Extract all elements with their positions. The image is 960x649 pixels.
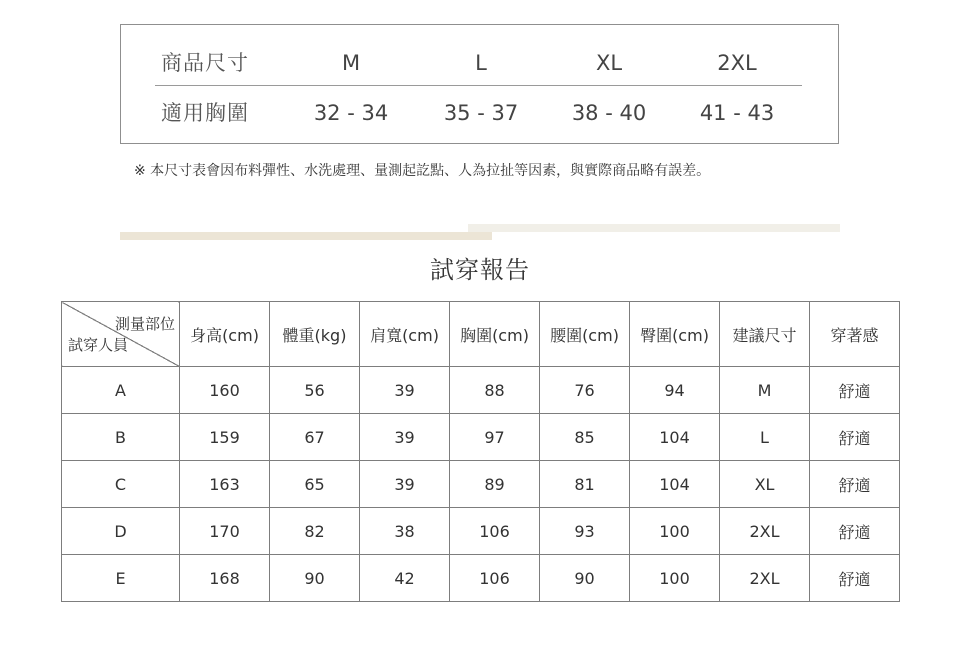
table-cell: 39 [360, 414, 450, 461]
size-row [121, 43, 838, 83]
report-title: 試穿報告 [430, 256, 530, 284]
table-cell: 100 [630, 508, 720, 555]
size-xl: XL [595, 51, 623, 75]
table-row [62, 461, 900, 508]
person-cell: C [62, 461, 180, 508]
table-cell: 88 [450, 367, 540, 414]
size-note: ※ 本尺寸表會因布料彈性、水洗處理、量測起訖點、人為拉扯等因素，與實際商品略有誤差。 [134, 163, 711, 179]
fitting-report-table [61, 301, 900, 602]
corner-top-label: 測量部位 [114, 315, 175, 333]
table-cell: 2XL [720, 508, 810, 555]
decorative-bar-left [120, 232, 492, 240]
size-m: M [341, 51, 361, 75]
table-row [62, 367, 900, 414]
table-cell: 67 [270, 414, 360, 461]
table-cell: 159 [180, 414, 270, 461]
table-cell: 97 [450, 414, 540, 461]
chest-range-l: 35 - 37 [443, 101, 519, 125]
table-cell: 舒適 [810, 367, 900, 414]
corner-header [62, 302, 180, 367]
person-cell: D [62, 508, 180, 555]
table-row [62, 555, 900, 602]
table-cell: 89 [450, 461, 540, 508]
column-header: 建議尺寸 [720, 302, 810, 367]
table-cell: 100 [630, 555, 720, 602]
decorative-bar-right [468, 224, 840, 232]
corner-bottom-label: 試穿人員 [68, 336, 129, 354]
column-header: 身高(cm) [180, 302, 270, 367]
table-cell: 106 [450, 508, 540, 555]
chest-range-xl: 38 - 40 [571, 101, 647, 125]
column-header: 胸圍(cm) [450, 302, 540, 367]
table-cell: 104 [630, 461, 720, 508]
table-cell: 82 [270, 508, 360, 555]
table-cell: 76 [540, 367, 630, 414]
table-row [62, 508, 900, 555]
table-cell: 94 [630, 367, 720, 414]
table-cell: 2XL [720, 555, 810, 602]
person-cell: A [62, 367, 180, 414]
table-header-row [62, 302, 900, 367]
table-cell: 39 [360, 367, 450, 414]
table-cell: 160 [180, 367, 270, 414]
table-cell: 168 [180, 555, 270, 602]
column-header: 肩寬(cm) [360, 302, 450, 367]
table-cell: 104 [630, 414, 720, 461]
size-2xl: 2XL [717, 51, 757, 75]
chest-range-2xl: 41 - 43 [699, 101, 775, 125]
table-cell: 65 [270, 461, 360, 508]
table-cell: 163 [180, 461, 270, 508]
table-cell: 舒適 [810, 555, 900, 602]
table-cell: 42 [360, 555, 450, 602]
table-cell: M [720, 367, 810, 414]
table-cell: 舒適 [810, 508, 900, 555]
column-header: 穿著感 [810, 302, 900, 367]
table-cell: 170 [180, 508, 270, 555]
size-l: L [475, 51, 487, 75]
table-cell: 90 [540, 555, 630, 602]
table-cell: 舒適 [810, 461, 900, 508]
chest-range-m: 32 - 34 [313, 101, 389, 125]
chest-row [121, 93, 838, 133]
column-header: 臀圍(cm) [630, 302, 720, 367]
table-cell: 38 [360, 508, 450, 555]
column-header: 腰圍(cm) [540, 302, 630, 367]
table-cell: 93 [540, 508, 630, 555]
size-chart [120, 24, 839, 144]
chest-label: 適用胸圍 [161, 101, 249, 125]
person-cell: B [62, 414, 180, 461]
table-cell: 56 [270, 367, 360, 414]
size-header-label: 商品尺寸 [161, 51, 249, 75]
person-cell: E [62, 555, 180, 602]
table-cell: 39 [360, 461, 450, 508]
table-cell: 85 [540, 414, 630, 461]
table-cell: XL [720, 461, 810, 508]
size-divider [155, 85, 802, 86]
table-cell: 81 [540, 461, 630, 508]
table-cell: 舒適 [810, 414, 900, 461]
table-row [62, 414, 900, 461]
table-cell: 90 [270, 555, 360, 602]
column-header: 體重(kg) [270, 302, 360, 367]
table-cell: L [720, 414, 810, 461]
table-cell: 106 [450, 555, 540, 602]
